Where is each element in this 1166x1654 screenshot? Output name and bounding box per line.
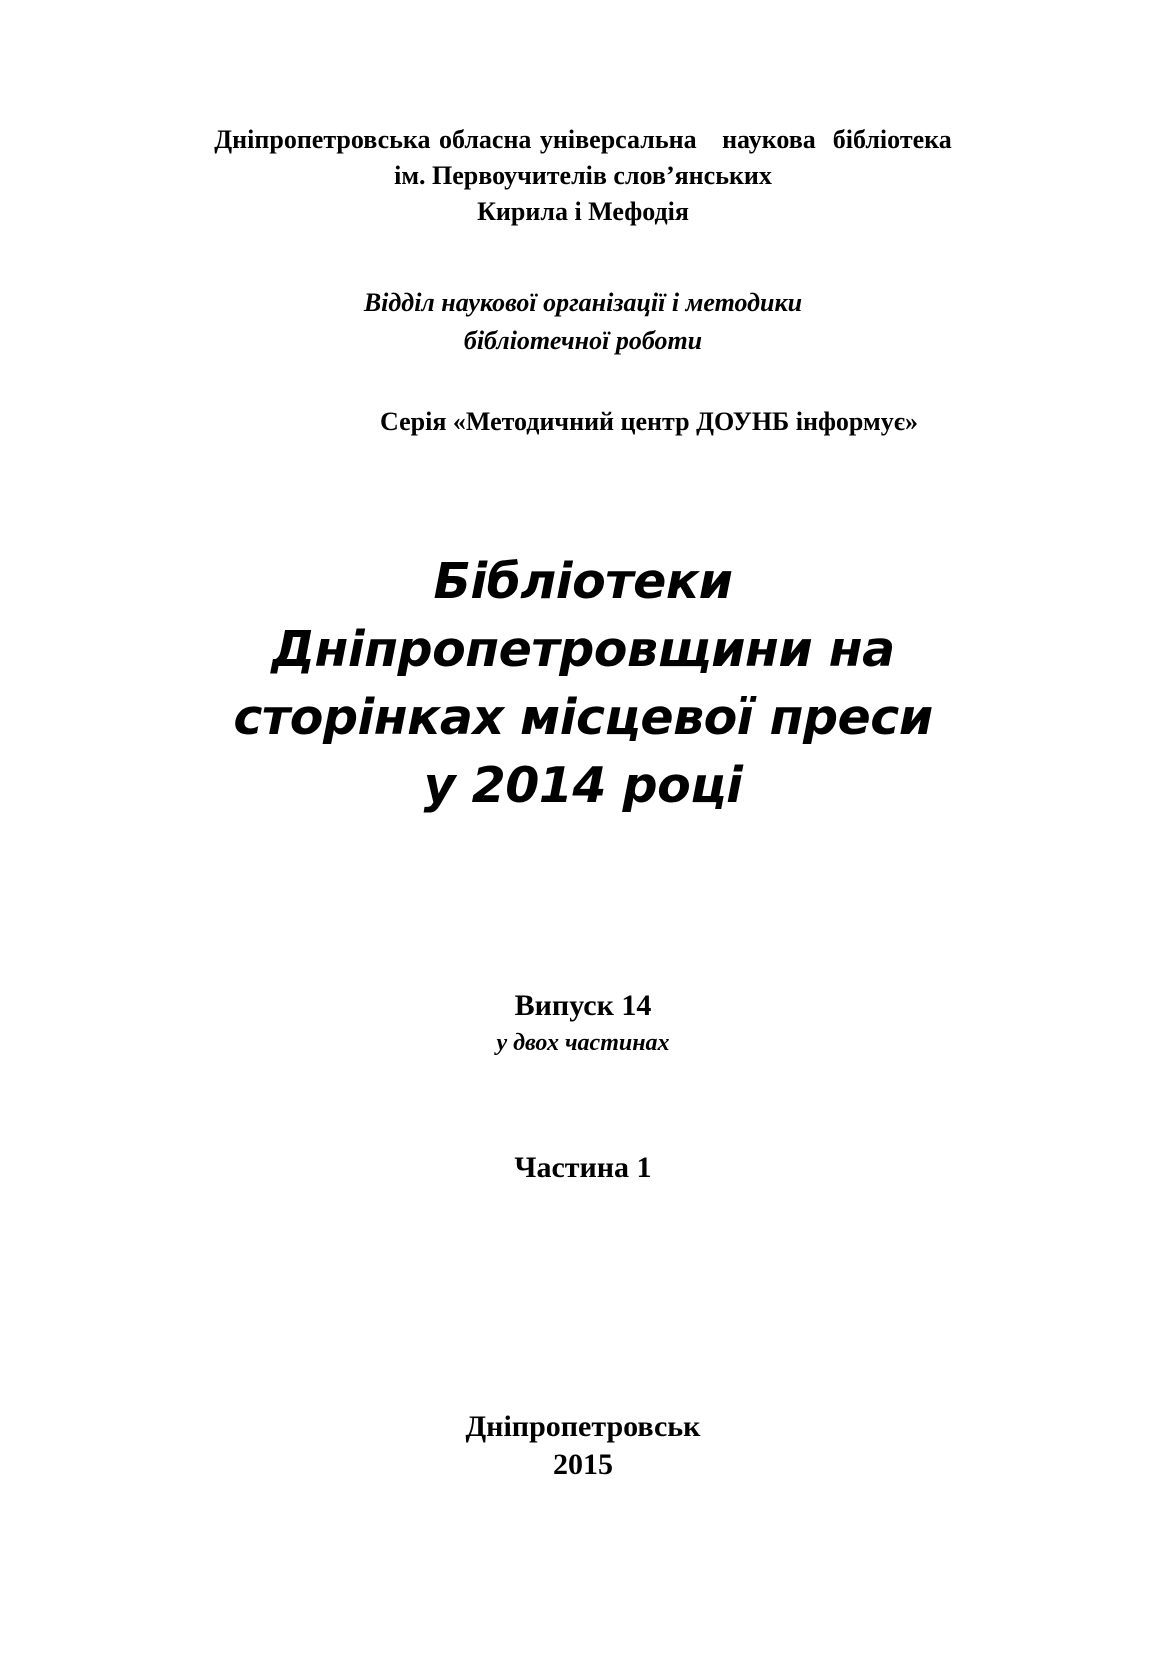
issue-subtitle: у двох частинах bbox=[496, 1030, 670, 1056]
title-line-2: Дніпропетровщини на bbox=[271, 621, 895, 678]
department-line-2: бібліотечної роботи bbox=[463, 326, 703, 355]
imprint-year: 2015 bbox=[553, 1448, 613, 1481]
title-line-4: у 2014 році bbox=[423, 757, 743, 814]
issue-number: Випуск 14 bbox=[514, 989, 652, 1022]
organization-line-3: Кирила і Мефодія bbox=[477, 197, 689, 226]
imprint-city: Дніпропетровськ bbox=[465, 1410, 701, 1443]
document-title bbox=[0, 548, 1166, 820]
department-heading bbox=[0, 284, 1166, 360]
organization-line-1: Дніпропетровська обласна універсальна наукова бібліотека bbox=[214, 125, 952, 154]
organization-line-2: ім. Первоучителів слов’янських bbox=[394, 161, 772, 190]
part-number: Частина 1 bbox=[514, 1151, 652, 1184]
title-line-1: Бібліотеки bbox=[433, 553, 733, 610]
organization-heading bbox=[0, 122, 1166, 230]
imprint bbox=[0, 1408, 1166, 1484]
series-label: Серія «Методичний центр ДОУНБ інформує» bbox=[380, 407, 918, 436]
department-line-1: Відділ наукової організації і методики bbox=[363, 288, 803, 317]
title-line-3: сторінках місцевої преси bbox=[233, 689, 933, 746]
